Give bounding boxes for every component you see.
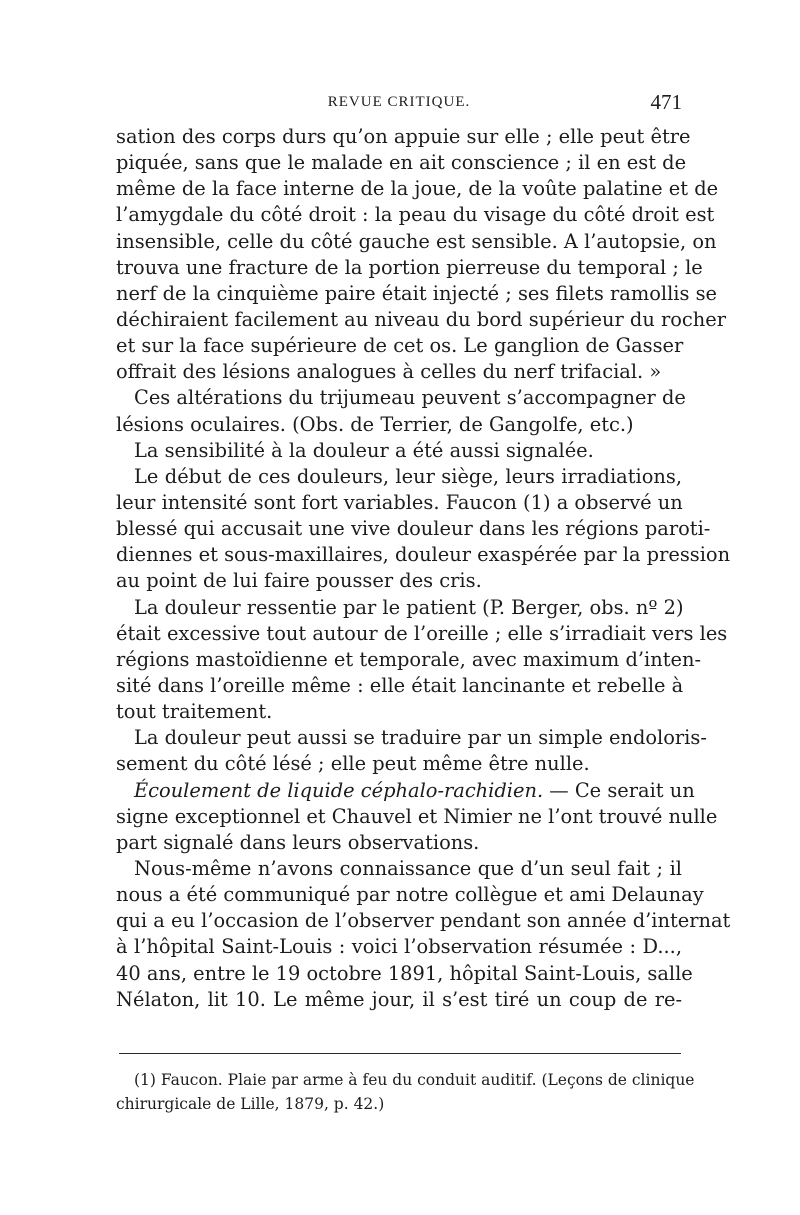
text-line: blessé qui accusait une vive douleur dans les régions paroti- (116, 517, 711, 541)
text-line: insensible, celle du côté gauche est sensible. A l’autopsie, on (116, 229, 717, 253)
text-line: piquée, sans que le malade en ait conscience ; il en est de (116, 151, 687, 175)
text-line: La sensibilité à la douleur a été aussi signalée. (134, 438, 594, 462)
text-line: sation des corps durs qu’on appuie sur elle ; elle peut être (116, 125, 691, 148)
footnote-divider (119, 1053, 681, 1054)
text-line: La douleur ressentie par le patient (P. Berger, obs. nº 2) (134, 595, 684, 619)
footnote (116, 1068, 695, 1116)
body-text (116, 124, 731, 1013)
text-line: — Ce serait un (543, 778, 695, 802)
text-line: même de la face interne de la joue, de la voûte palatine et de (116, 177, 719, 201)
text-line: à l’hôpital Saint-Louis : voici l’observation résumée : D..., (116, 935, 682, 959)
text-line: lésions oculaires. (Obs. de Terrier, de Gangolfe, etc.) (116, 412, 634, 436)
text-line: nous a été communiqué par notre collègue et ami Delaunay (116, 883, 704, 907)
text-line: diennes et sous-maxillaires, douleur exaspérée par la pression (116, 543, 731, 567)
text-line: nerf de la cinquième paire était injecté ; ses filets ramollis se (116, 281, 718, 305)
text-line: sement du côté lésé ; elle peut même être nulle. (116, 752, 590, 776)
text-line: qui a eu l’occasion de l’observer pendant son année d’internat (116, 909, 731, 933)
text-line: était excessive tout autour de l’oreille ; elle s’irradiait vers les (116, 621, 728, 645)
text-line: déchiraient facilement au niveau du bord supérieur du rocher (116, 307, 727, 331)
text-line: tout traitement. (116, 700, 273, 724)
text-line: Le début de ces douleurs, leur siège, leurs irradiations, (134, 464, 682, 488)
text-line: part signalé dans leurs observations. (116, 830, 480, 854)
page-number: 471 (650, 90, 682, 114)
text-line: l’amygdale du côté droit : la peau du visage du côté droit est (116, 203, 715, 227)
text-line: et sur la face supérieure de cet os. Le ganglion de Gasser (116, 334, 684, 358)
text-line: leur intensité sont fort variables. Faucon (1) a observé un (116, 490, 683, 514)
text-line: régions mastoïdienne et temporale, avec maximum d’inten- (116, 647, 702, 671)
text-line: Ces altérations du trijumeau peuvent s’accompagner de (134, 386, 686, 410)
footnote-line: chirurgicale de Lille, 1879, p. 42.) (116, 1095, 385, 1113)
running-title: REVUE CRITIQUE. (327, 94, 471, 110)
text-line: signe exceptionnel et Chauvel et Nimier ne l’ont trouvé nulle (116, 804, 718, 828)
text-line: Nous-même n’avons connaissance que d’un seul fait ; il (134, 856, 682, 880)
section-heading-line (116, 778, 695, 804)
text-line: offrait des lésions analogues à celles du nerf trifacial. » (116, 360, 662, 384)
text-line: au point de lui faire pousser des cris. (116, 569, 482, 593)
text-line: trouva une fracture de la portion pierreuse du temporal ; le (116, 255, 703, 279)
text-line: La douleur peut aussi se traduire par un simple endoloris- (134, 726, 707, 750)
footnote-line: (1) Faucon. Plaie par arme à feu du conduit auditif. (Leçons de clinique (134, 1071, 695, 1089)
running-header (116, 90, 682, 118)
text-line: Nélaton, lit 10. Le même jour, il s’est tiré un coup de re- (116, 987, 682, 1011)
text-line: sité dans l’oreille même : elle était lancinante et rebelle à (116, 673, 684, 697)
text-line: 40 ans, entre le 19 octobre 1891, hôpital Saint-Louis, salle (116, 961, 693, 985)
section-heading: Écoulement de liquide céphalo-rachidien. (134, 778, 544, 802)
